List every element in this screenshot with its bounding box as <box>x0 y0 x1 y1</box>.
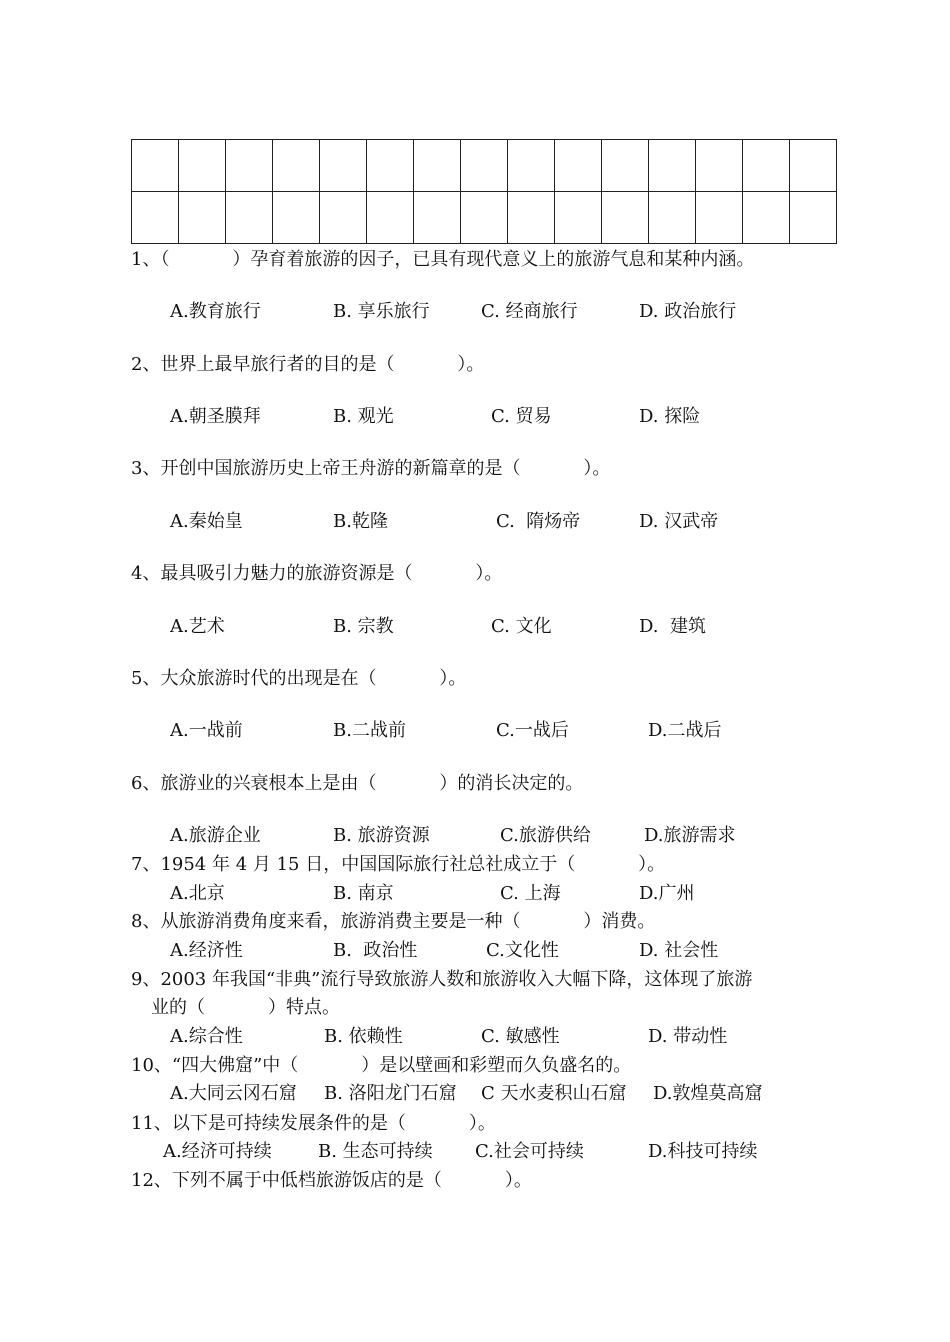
answer-cell[interactable] <box>743 140 790 192</box>
question-8-option-a[interactable]: A.经济性 <box>170 940 243 961</box>
answer-cell[interactable] <box>649 140 696 192</box>
answer-cell[interactable] <box>226 192 273 244</box>
question-2-stem: 2、世界上最早旅行者的目的是（ ）。 <box>131 354 485 375</box>
question-1-stem: 1、（ ）孕育着旅游的因子，已具有现代意义上的旅游气息和某种内涵。 <box>131 249 755 270</box>
question-9-stem-continued: 业的（ ）特点。 <box>151 997 340 1018</box>
answer-cell[interactable] <box>508 140 555 192</box>
answer-cell[interactable] <box>414 192 461 244</box>
question-7-option-d[interactable]: D.广州 <box>639 883 695 904</box>
question-7-stem: 7、1954 年 4 月 15 日，中国国际旅行社总社成立于（ ）。 <box>131 854 666 875</box>
question-3-stem: 3、开创中国旅游历史上帝王舟游的新篇章的是（ ）。 <box>131 458 611 479</box>
answer-cell[interactable] <box>602 192 649 244</box>
answer-cell[interactable] <box>320 192 367 244</box>
question-8-stem: 8、从旅游消费角度来看，旅游消费主要是一种（ ）消费。 <box>131 911 656 932</box>
answer-cell[interactable] <box>461 140 508 192</box>
question-2-option-d[interactable]: D. 探险 <box>639 406 701 427</box>
answer-cell[interactable] <box>508 192 555 244</box>
answer-grid-row <box>132 140 837 192</box>
question-7-option-b[interactable]: B. 南京 <box>333 883 394 904</box>
question-1-option-d[interactable]: D. 政治旅行 <box>639 301 737 322</box>
question-11-option-b[interactable]: B. 生态可持续 <box>318 1141 433 1162</box>
question-4-option-a[interactable]: A.艺术 <box>170 616 225 637</box>
question-6-option-b[interactable]: B. 旅游资源 <box>333 825 430 846</box>
question-5-stem: 5、大众旅游时代的出现是在（ ）。 <box>131 668 467 689</box>
answer-cell[interactable] <box>743 192 790 244</box>
question-9-stem: 9、2003 年我国“非典”流行导致旅游人数和旅游收入大幅下降，这体现了旅游 <box>131 969 753 990</box>
question-3-option-c[interactable]: C. 隋炀帝 <box>496 511 581 532</box>
answer-cell[interactable] <box>414 140 461 192</box>
question-4-option-d[interactable]: D. 建筑 <box>639 616 706 637</box>
question-5-option-c[interactable]: C.一战后 <box>496 720 569 741</box>
question-9-option-d[interactable]: D. 带动性 <box>648 1026 728 1047</box>
question-6-option-c[interactable]: C.旅游供给 <box>500 825 591 846</box>
question-6-option-d[interactable]: D.旅游需求 <box>644 825 736 846</box>
answer-cell[interactable] <box>367 140 414 192</box>
question-12-stem: 12、下列不属于中低档旅游饭店的是（ ）。 <box>131 1170 532 1191</box>
question-8-option-b[interactable]: B. 政治性 <box>333 940 418 961</box>
question-2-option-b[interactable]: B. 观光 <box>333 406 394 427</box>
answer-cell[interactable] <box>179 192 226 244</box>
answer-cell[interactable] <box>132 192 179 244</box>
question-11-stem: 11、以下是可持续发展条件的是（ ）。 <box>131 1113 496 1134</box>
question-4-option-b[interactable]: B. 宗教 <box>333 616 394 637</box>
question-8-option-c[interactable]: C.文化性 <box>486 940 559 961</box>
question-1-option-b[interactable]: B. 享乐旅行 <box>333 301 430 322</box>
answer-cell[interactable] <box>696 140 743 192</box>
question-10-option-c[interactable]: C 天水麦积山石窟 <box>481 1083 627 1104</box>
question-5-option-d[interactable]: D.二战后 <box>648 720 722 741</box>
question-9-option-b[interactable]: B. 依赖性 <box>324 1026 403 1047</box>
answer-cell[interactable] <box>649 192 696 244</box>
question-11-option-a[interactable]: A.经济可持续 <box>163 1141 272 1162</box>
question-5-option-a[interactable]: A.一战前 <box>170 720 243 741</box>
question-3-option-b[interactable]: B.乾隆 <box>333 511 388 532</box>
answer-cell[interactable] <box>790 192 837 244</box>
answer-cell[interactable] <box>273 192 320 244</box>
question-4-stem: 4、最具吸引力魅力的旅游资源是（ ）。 <box>131 563 503 584</box>
answer-grid <box>131 139 837 244</box>
question-6-option-a[interactable]: A.旅游企业 <box>170 825 261 846</box>
question-2-option-a[interactable]: A.朝圣膜拜 <box>170 406 261 427</box>
answer-cell[interactable] <box>367 192 414 244</box>
answer-cell[interactable] <box>226 140 273 192</box>
question-2-option-c[interactable]: C. 贸易 <box>491 406 552 427</box>
question-10-option-a[interactable]: A.大同云冈石窟 <box>170 1083 297 1104</box>
answer-cell[interactable] <box>555 192 602 244</box>
question-9-option-c[interactable]: C. 敏感性 <box>481 1026 560 1047</box>
question-1-option-c[interactable]: C. 经商旅行 <box>481 301 578 322</box>
question-10-option-d[interactable]: D.敦煌莫高窟 <box>653 1083 763 1104</box>
answer-cell[interactable] <box>179 140 226 192</box>
question-7-option-c[interactable]: C. 上海 <box>500 883 561 904</box>
answer-cell[interactable] <box>696 192 743 244</box>
question-10-stem: 10、“四大佛窟”中（ ）是以壁画和彩塑而久负盛名的。 <box>131 1055 632 1076</box>
question-3-option-d[interactable]: D. 汉武帝 <box>639 511 719 532</box>
question-11-option-c[interactable]: C.社会可持续 <box>475 1141 584 1162</box>
answer-cell[interactable] <box>790 140 837 192</box>
question-1-option-a[interactable]: A.教育旅行 <box>170 301 261 322</box>
question-8-option-d[interactable]: D. 社会性 <box>639 940 719 961</box>
answer-cell[interactable] <box>320 140 367 192</box>
question-9-option-a[interactable]: A.综合性 <box>170 1026 243 1047</box>
question-6-stem: 6、旅游业的兴衰根本上是由（ ）的消长决定的。 <box>131 773 584 794</box>
answer-grid-row <box>132 192 837 244</box>
answer-cell[interactable] <box>602 140 649 192</box>
answer-cell[interactable] <box>461 192 508 244</box>
question-3-option-a[interactable]: A.秦始皇 <box>170 511 243 532</box>
question-5-option-b[interactable]: B.二战前 <box>333 720 406 741</box>
answer-cell[interactable] <box>555 140 602 192</box>
question-7-option-a[interactable]: A.北京 <box>170 883 225 904</box>
question-4-option-c[interactable]: C. 文化 <box>491 616 552 637</box>
answer-cell[interactable] <box>132 140 179 192</box>
answer-cell[interactable] <box>273 140 320 192</box>
question-11-option-d[interactable]: D.科技可持续 <box>648 1141 758 1162</box>
question-10-option-b[interactable]: B. 洛阳龙门石窟 <box>324 1083 457 1104</box>
